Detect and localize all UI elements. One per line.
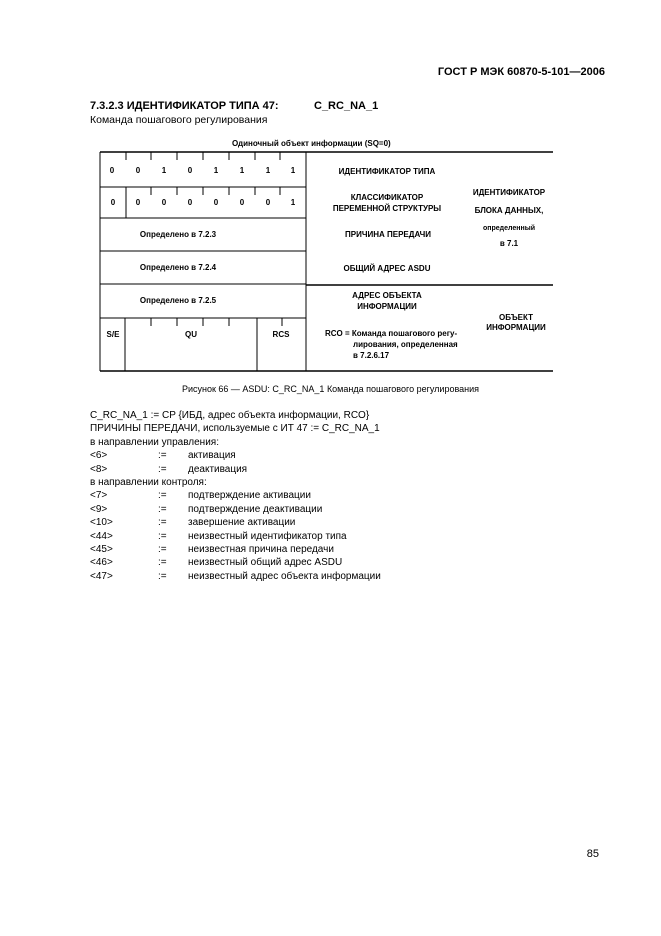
cause-text: завершение активации <box>188 517 296 529</box>
ioa-label-line1: АДРЕС ОБЪЕКТА <box>352 291 422 300</box>
list-item <box>90 489 381 502</box>
row1-bit: 0 <box>109 166 115 175</box>
list-item <box>90 556 381 569</box>
control-direction-heading: в направлении управления: <box>90 436 219 448</box>
cause-code: <8> <box>90 463 108 475</box>
row1-bit: 1 <box>290 166 296 175</box>
qu-label: QU <box>185 330 197 339</box>
vsq-label-line1: КЛАССИФИКАТОР <box>350 193 424 202</box>
list-item <box>90 530 381 543</box>
row3-definition: Определено в 7.2.3 <box>139 230 217 239</box>
row2-bit: 0 <box>161 198 167 207</box>
common-address-label: ОБЩИЙ АДРЕС ASDU <box>343 264 431 273</box>
assign-op: := <box>158 450 167 462</box>
row2-bit: 0 <box>135 198 141 207</box>
se-label: S/E <box>106 330 120 339</box>
row2-bit: 1 <box>290 198 296 207</box>
monitor-direction-heading: в направлении контроля: <box>90 477 207 489</box>
cause-code: <44> <box>90 530 113 542</box>
assign-op: := <box>158 490 167 502</box>
data-unit-id-label-line4: в 7.1 <box>499 239 519 248</box>
figure-caption: Рисунок 66 — ASDU: C_RC_NA_1 Команда пошагового регулирования <box>181 384 480 394</box>
cause-text: активация <box>188 450 236 462</box>
info-object-label-line1: ОБЪЕКТ <box>499 313 533 322</box>
cause-code: <6> <box>90 450 108 462</box>
list-item <box>90 463 381 476</box>
assign-op: := <box>158 463 167 475</box>
cause-code: <9> <box>90 503 108 515</box>
data-unit-id-label-line1: ИДЕНТИФИКАТОР <box>472 188 546 197</box>
cause-code: <46> <box>90 557 113 569</box>
row1-bit: 0 <box>135 166 141 175</box>
cause-code: <47> <box>90 570 113 582</box>
info-object-label-line2: ИНФОРМАЦИИ <box>486 323 546 332</box>
assign-op: := <box>158 544 167 556</box>
list-item <box>90 543 381 556</box>
cause-text: подтверждение деактивации <box>188 503 323 515</box>
row2-bit: 0 <box>110 198 116 207</box>
cause-code: <7> <box>90 490 108 502</box>
rco-label-line2: лирования, определенная <box>353 340 458 349</box>
section-type-code: C_RC_NA_1 <box>314 100 379 112</box>
cot-line: ПРИЧИНЫ ПЕРЕДАЧИ, используемые с ИТ 47 := C_RC_NA_1 <box>90 423 380 435</box>
assign-op: := <box>158 530 167 542</box>
list-item <box>90 449 381 462</box>
cause-text: подтверждение активации <box>188 490 311 502</box>
list-item <box>90 570 381 583</box>
row1-bit: 1 <box>239 166 245 175</box>
list-item <box>90 516 381 529</box>
page-header: ГОСТ Р МЭК 60870-5-101—2006 <box>437 66 605 78</box>
asdu-diagram <box>0 0 661 380</box>
figure-header: Одиночный объект информации (SQ=0) <box>232 139 391 148</box>
body-text <box>90 409 381 583</box>
row1-bit: 0 <box>187 166 193 175</box>
row2-bit: 0 <box>187 198 193 207</box>
rcs-label: RCS <box>272 330 290 339</box>
data-unit-id-label-line2: БЛОКА ДАННЫХ, <box>474 206 544 215</box>
cot-label: ПРИЧИНА ПЕРЕДАЧИ <box>345 230 431 239</box>
assign-op: := <box>158 503 167 515</box>
row1-bit: 1 <box>265 166 271 175</box>
cause-text: неизвестная причина передачи <box>188 544 334 556</box>
page-number: 85 <box>586 848 599 860</box>
vsq-label-line2: ПЕРЕМЕННОЙ СТРУКТУРЫ <box>332 204 442 213</box>
cause-code: <10> <box>90 517 113 529</box>
rco-label-line1: RCO = Команда пошагового регу- <box>325 329 458 338</box>
row1-bit: 1 <box>213 166 219 175</box>
assign-op: := <box>158 557 167 569</box>
rco-label-line3: в 7.2.6.17 <box>353 351 390 360</box>
data-unit-id-label-line3: определенный <box>483 225 535 232</box>
row4-definition: Определено в 7.2.4 <box>139 263 217 272</box>
row2-bit: 0 <box>213 198 219 207</box>
row2-bit: 0 <box>265 198 271 207</box>
section-title: 7.3.2.3 ИДЕНТИФИКАТОР ТИПА 47: <box>90 100 279 112</box>
row5-definition: Определено в 7.2.5 <box>139 296 217 305</box>
cause-text: неизвестный общий адрес ASDU <box>188 557 343 569</box>
row2-bit: 0 <box>239 198 245 207</box>
cause-code: <45> <box>90 544 113 556</box>
cause-text: деактивация <box>188 463 248 475</box>
assign-op: := <box>158 517 167 529</box>
assign-op: := <box>158 570 167 582</box>
type-id-label: ИДЕНТИФИКАТОР ТИПА <box>338 167 436 176</box>
row1-bit: 1 <box>161 166 167 175</box>
section-subtitle: Команда пошагового регулирования <box>90 114 268 126</box>
list-item <box>90 503 381 516</box>
definition-line: C_RC_NA_1 := CP {ИБД, адрес объекта информации, RCO} <box>90 410 370 421</box>
ioa-label-line2: ИНФОРМАЦИИ <box>357 302 417 311</box>
cause-text: неизвестный идентификатор типа <box>188 530 347 542</box>
cause-text: неизвестный адрес объекта информации <box>188 570 381 582</box>
